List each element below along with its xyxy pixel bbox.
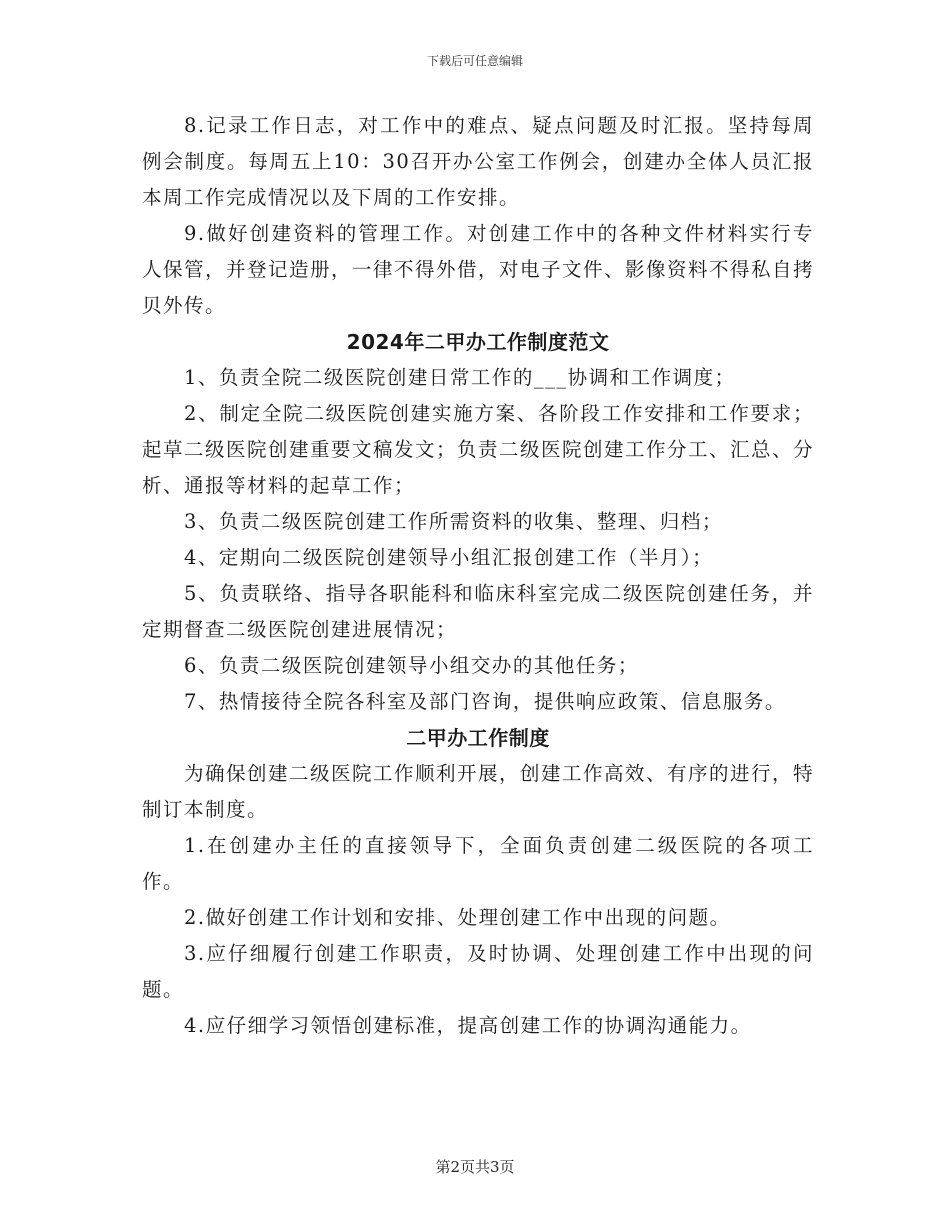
page-header: 下载后可任意编辑: [426, 54, 523, 68]
document-body: [142, 108, 814, 1044]
rule-item-4: 4.应仔细学习领悟创建标准，提高创建工作的协调沟通能力。: [184, 1014, 752, 1037]
rule-item-2: 2.做好创建工作计划和安排、处理创建工作中出现的问题。: [184, 906, 731, 929]
duty-item-2: 2、制定全院二级医院创建实施方案、各阶段工作安排和工作要求；起草二级医院创建重要文稿发文；负责二级医院创建工作分工、汇总、分析、通报等材料的起草工作；: [142, 402, 815, 497]
duty-item-1: 1、负责全院二级医院创建日常工作的___协调和工作调度；: [184, 366, 736, 389]
paragraph-item-8: 8.记录工作日志，对工作中的难点、疑点问题及时汇报。坚持每周例会制度。每周五上10：30召开办公室工作例会，创建办全体人员汇报本周工作完成情况以及下周的工作安排。: [142, 114, 814, 209]
intro-paragraph: 为确保创建二级医院工作顺利开展，创建工作高效、有序的进行，特制订本制度。: [142, 762, 815, 821]
duty-item-6: 6、负责二级医院创建领导小组交办的其他任务；: [184, 654, 639, 677]
section-heading-2: 二甲办工作制度: [406, 726, 550, 750]
duty-item-4: 4、定期向二级医院创建领导小组汇报创建工作（半月）；: [184, 546, 714, 569]
page-footer: 第2页共3页: [435, 1158, 515, 1176]
duty-item-5: 5、负责联络、指导各职能科和临床科室完成二级医院创建任务，并定期督查二级医院创建进展情况；: [142, 582, 814, 641]
rule-item-3: 3.应仔细履行创建工作职责，及时协调、处理创建工作中出现的问题。: [142, 942, 814, 1001]
paragraph-item-9: 9.做好创建资料的管理工作。对创建工作中的各种文件材料实行专人保管，并登记造册，一律不得外借，对电子文件、影像资料不得私自拷贝外传。: [142, 222, 815, 317]
section-heading-1: 2024年二甲办工作制度范文: [346, 330, 610, 354]
duty-item-3: 3、负责二级医院创建工作所需资料的收集、整理、归档；: [184, 510, 723, 533]
duty-item-7: 7、热情接待全院各科室及部门咨询，提供响应政策、信息服务。: [184, 690, 786, 713]
rule-item-1: 1.在创建办主任的直接领导下，全面负责创建二级医院的各项工作。: [142, 834, 814, 893]
